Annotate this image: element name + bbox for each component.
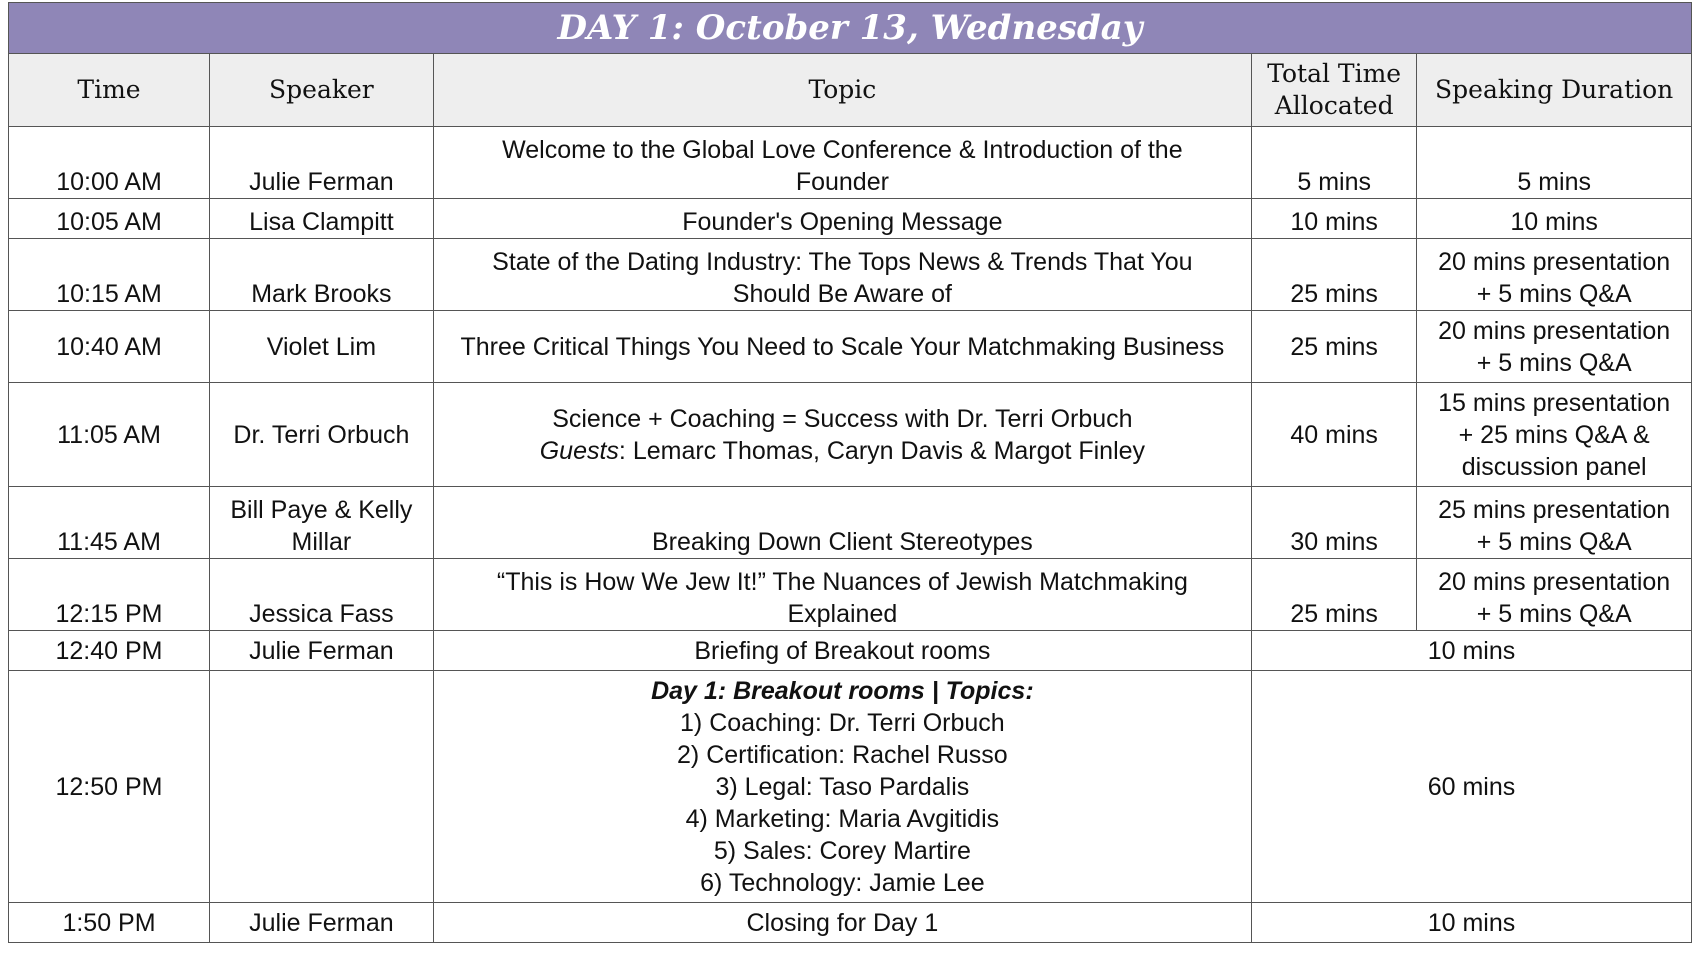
time-cell[interactable]: 10:40 AM <box>9 311 210 383</box>
table-row <box>9 671 1692 903</box>
table-row <box>9 487 1692 559</box>
duration-line: + 5 mins Q&A <box>1476 348 1632 377</box>
total-time-cell[interactable]: 25 mins <box>1251 311 1416 383</box>
topic-cell[interactable]: Closing for Day 1 <box>433 903 1251 943</box>
duration-cell[interactable] <box>1417 239 1692 311</box>
breakout-topic: 4) Marketing: Maria Avgitidis <box>685 804 1000 833</box>
speaker-cell[interactable]: Dr. Terri Orbuch <box>210 383 434 487</box>
table-row <box>9 903 1692 943</box>
speaker-cell[interactable]: Julie Ferman <box>210 127 434 199</box>
speaker-cell[interactable]: Julie Ferman <box>210 631 434 671</box>
speaker-cell[interactable]: Violet Lim <box>210 311 434 383</box>
time-cell[interactable]: 10:05 AM <box>9 199 210 239</box>
topic-cell[interactable] <box>433 383 1251 487</box>
topic-line: Should Be Aware of <box>732 280 952 308</box>
header-total-line-1: Total Time <box>1267 59 1402 88</box>
duration-line: 20 mins presentation <box>1438 568 1671 596</box>
duration-cell[interactable] <box>1417 487 1692 559</box>
breakout-topic: 6) Technology: Jamie Lee <box>700 868 985 897</box>
guests-label: Guests <box>539 436 619 465</box>
speaker-line: Bill Paye & Kelly <box>230 496 413 524</box>
speaker-cell[interactable] <box>210 487 434 559</box>
topic-line: State of the Dating Industry: The Tops News & Trends That You <box>492 248 1193 276</box>
duration-cell[interactable]: 5 mins <box>1417 127 1692 199</box>
header-topic[interactable]: Topic <box>433 54 1251 127</box>
total-time-cell[interactable]: 25 mins <box>1251 239 1416 311</box>
time-cell[interactable]: 11:45 AM <box>9 487 210 559</box>
duration-line: 25 mins presentation <box>1438 496 1671 524</box>
time-cell[interactable]: 11:05 AM <box>9 383 210 487</box>
duration-line: 20 mins presentation <box>1438 248 1671 276</box>
total-time-cell[interactable]: 40 mins <box>1251 383 1416 487</box>
table-row <box>9 199 1692 239</box>
topic-cell[interactable] <box>433 671 1251 903</box>
total-time-cell[interactable]: 30 mins <box>1251 487 1416 559</box>
duration-line: 20 mins presentation <box>1438 316 1671 345</box>
header-total-time[interactable] <box>1251 54 1416 127</box>
speaker-cell[interactable] <box>210 671 434 903</box>
topic-line: Explained <box>787 600 898 628</box>
guests-line <box>438 435 1247 467</box>
time-cell[interactable]: 12:15 PM <box>9 559 210 631</box>
table-row <box>9 631 1692 671</box>
speaker-cell[interactable]: Julie Ferman <box>210 903 434 943</box>
duration-line: 15 mins presentation <box>1438 388 1671 417</box>
duration-line: + 5 mins Q&A <box>1476 528 1632 556</box>
header-speaker[interactable]: Speaker <box>210 54 434 127</box>
table-row <box>9 127 1692 199</box>
speaker-cell[interactable]: Jessica Fass <box>210 559 434 631</box>
total-time-cell[interactable]: 5 mins <box>1251 127 1416 199</box>
merged-duration-cell[interactable]: 10 mins <box>1251 903 1691 943</box>
speaker-line: Millar <box>291 528 352 556</box>
topic-cell[interactable] <box>433 127 1251 199</box>
header-time[interactable]: Time <box>9 54 210 127</box>
total-time-cell[interactable]: 10 mins <box>1251 199 1416 239</box>
topic-line: “This is How We Jew It!” The Nuances of Jewish Matchmaking <box>496 568 1188 596</box>
time-cell[interactable]: 1:50 PM <box>9 903 210 943</box>
duration-line: + 5 mins Q&A <box>1476 280 1632 308</box>
merged-duration-cell[interactable]: 60 mins <box>1251 671 1691 903</box>
topic-line: Founder <box>795 168 889 196</box>
topic-cell[interactable] <box>433 239 1251 311</box>
duration-line: + 5 mins Q&A <box>1476 600 1632 628</box>
breakout-topic: 1) Coaching: Dr. Terri Orbuch <box>680 708 1005 737</box>
schedule-table <box>8 2 1692 943</box>
topic-line: Science + Coaching = Success with Dr. Terri Orbuch <box>552 404 1133 433</box>
breakout-topic: 5) Sales: Corey Martire <box>713 836 971 865</box>
time-cell[interactable]: 10:00 AM <box>9 127 210 199</box>
topic-cell[interactable] <box>433 559 1251 631</box>
schedule-sheet <box>8 2 1692 943</box>
topic-cell[interactable]: Three Critical Things You Need to Scale Your Matchmaking Business <box>433 311 1251 383</box>
duration-cell[interactable] <box>1417 383 1692 487</box>
duration-cell[interactable] <box>1417 559 1692 631</box>
breakout-topic: 3) Legal: Taso Pardalis <box>715 772 970 801</box>
day-title: DAY 1: October 13, Wednesday <box>9 3 1692 54</box>
table-row <box>9 311 1692 383</box>
duration-cell[interactable]: 10 mins <box>1417 199 1692 239</box>
table-row <box>9 559 1692 631</box>
duration-line: + 25 mins Q&A & <box>1458 420 1650 449</box>
speaker-cell[interactable]: Lisa Clampitt <box>210 199 434 239</box>
merged-duration-cell[interactable]: 10 mins <box>1251 631 1691 671</box>
topic-cell[interactable]: Founder's Opening Message <box>433 199 1251 239</box>
speaker-cell[interactable]: Mark Brooks <box>210 239 434 311</box>
breakout-heading: Day 1: Breakout rooms | Topics: <box>651 676 1034 705</box>
total-time-cell[interactable]: 25 mins <box>1251 559 1416 631</box>
breakout-topic: 2) Certification: Rachel Russo <box>677 740 1008 769</box>
header-speaking-duration[interactable]: Speaking Duration <box>1417 54 1692 127</box>
time-cell[interactable]: 12:40 PM <box>9 631 210 671</box>
header-total-line-2: Allocated <box>1274 91 1394 120</box>
time-cell[interactable]: 12:50 PM <box>9 671 210 903</box>
guests-names: : Lemarc Thomas, Caryn Davis & Margot Finley <box>618 436 1146 465</box>
topic-cell[interactable]: Briefing of Breakout rooms <box>433 631 1251 671</box>
duration-cell[interactable] <box>1417 311 1692 383</box>
time-cell[interactable]: 10:15 AM <box>9 239 210 311</box>
topic-cell[interactable]: Breaking Down Client Stereotypes <box>433 487 1251 559</box>
table-row <box>9 383 1692 487</box>
topic-line: Welcome to the Global Love Conference & Introduction of the <box>502 136 1183 164</box>
duration-line: discussion panel <box>1461 452 1647 481</box>
table-row <box>9 239 1692 311</box>
